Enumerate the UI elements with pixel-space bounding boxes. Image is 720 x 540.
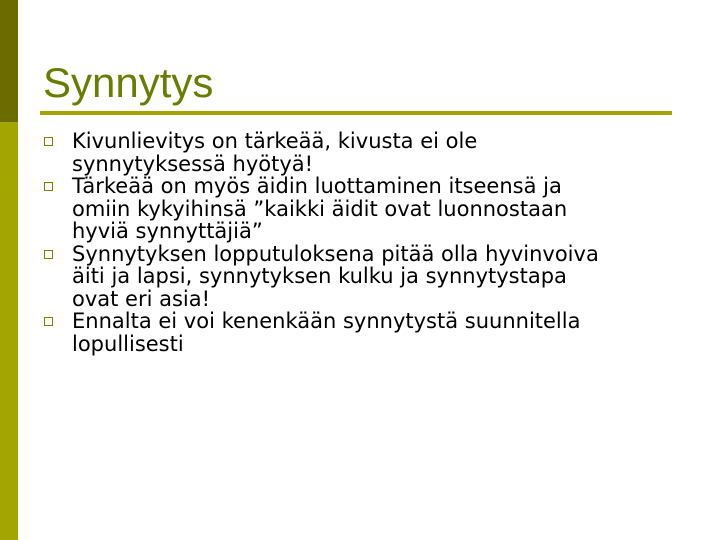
- left-accent-bar-dark: [0, 0, 18, 122]
- hollow-square-bullet-icon: [44, 182, 53, 191]
- bullet-text: Kivunlievitys on tärkeää, kivusta ei ole synnytyksessä hyötyä!: [72, 129, 478, 176]
- slide-title: Synnytys: [43, 59, 214, 106]
- list-item: [42, 130, 682, 175]
- hollow-square-bullet-icon: [44, 137, 53, 146]
- list-item: [42, 310, 682, 355]
- bullet-text: Synnytyksen lopputuloksena pitää olla hyvinvoiva äiti ja lapsi, synnytyksen kulku ja synnytystapa ovat eri asia!: [72, 241, 599, 311]
- list-item: [42, 175, 682, 243]
- title-underline: [40, 111, 672, 115]
- hollow-square-bullet-icon: [44, 250, 53, 259]
- bullet-list: [42, 130, 682, 355]
- bullet-text: Tärkeää on myös äidin luottaminen itseensä ja omiin kykyihinsä ”kaikki äidit ovat luonnostaan hyviä synnyttäjiä”: [72, 174, 568, 243]
- bullet-text: Ennalta ei voi kenenkään synnytystä suunnitella lopullisesti: [72, 309, 581, 356]
- left-accent-bar-light: [0, 122, 18, 540]
- list-item: [42, 243, 682, 311]
- hollow-square-bullet-icon: [44, 317, 53, 326]
